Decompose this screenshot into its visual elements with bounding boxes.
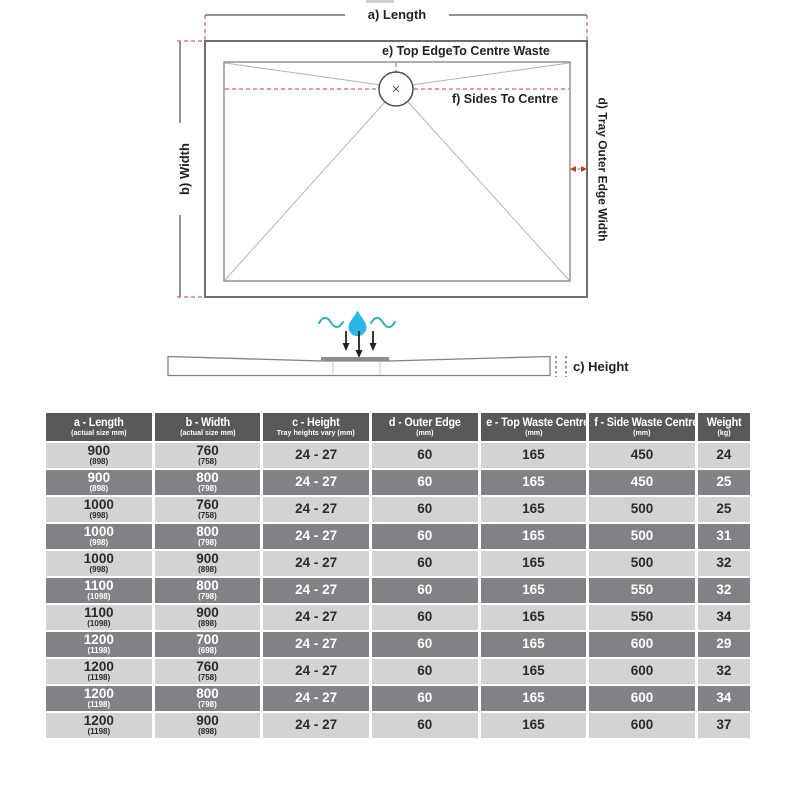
table-cell: 60 [372, 524, 478, 549]
outer-edge-width-label: d) Tray Outer Edge Width [595, 97, 610, 242]
waste-cover-bar [321, 357, 389, 362]
column-header: b - Width (actual size mm) [155, 413, 261, 441]
height-bracket [556, 356, 566, 377]
height-label: c) Height [573, 359, 629, 374]
table-cell: 1000 (998) [46, 551, 152, 576]
table-row [46, 605, 750, 630]
table-cell: 32 [698, 578, 750, 603]
table-cell: 37 [698, 713, 750, 738]
table-cell: 165 [481, 551, 587, 576]
table-cell: 1000 (998) [46, 497, 152, 522]
table-row [46, 686, 750, 711]
column-header: a - Length (actual size mm) [46, 413, 152, 441]
column-header: f - Side Waste Centre (mm) [589, 413, 695, 441]
table-row [46, 551, 750, 576]
table-cell: 1100 (1098) [46, 578, 152, 603]
table-cell: 24 - 27 [263, 659, 369, 684]
table-cell: 1200 (1198) [46, 713, 152, 738]
table-cell: 165 [481, 497, 587, 522]
table-cell: 25 [698, 470, 750, 495]
table-cell: 500 [589, 524, 695, 549]
table-row [46, 524, 750, 549]
table-cell: 60 [372, 632, 478, 657]
table-cell: 60 [372, 686, 478, 711]
table-cell: 165 [481, 632, 587, 657]
table-cell: 800 (798) [155, 686, 261, 711]
table-cell: 24 - 27 [263, 632, 369, 657]
cropped-fragment [366, 0, 394, 3]
table-cell: 500 [589, 551, 695, 576]
table-cell: 165 [481, 713, 587, 738]
table-cell: 1200 (1198) [46, 686, 152, 711]
table-cell: 1200 (1198) [46, 659, 152, 684]
table-cell: 24 - 27 [263, 470, 369, 495]
table-cell: 31 [698, 524, 750, 549]
table-row [46, 497, 750, 522]
table-cell: 24 - 27 [263, 497, 369, 522]
table-cell: 600 [589, 686, 695, 711]
table-cell: 165 [481, 605, 587, 630]
table-cell: 165 [481, 686, 587, 711]
table-cell: 60 [372, 659, 478, 684]
table-cell: 60 [372, 713, 478, 738]
table-cell: 24 - 27 [263, 605, 369, 630]
table-cell: 60 [372, 551, 478, 576]
width-label: b) Width [177, 123, 193, 215]
table-cell: 900 (898) [155, 713, 261, 738]
table-cell: 800 (798) [155, 524, 261, 549]
table-cell: 800 (798) [155, 470, 261, 495]
table-cell: 600 [589, 632, 695, 657]
water-drop-icon [349, 311, 367, 337]
table-cell: 60 [372, 443, 478, 468]
table-cell: 450 [589, 443, 695, 468]
table-cell: 900 (898) [46, 470, 152, 495]
table-row [46, 470, 750, 495]
table-cell: 32 [698, 659, 750, 684]
flow-arrows-icon [343, 331, 377, 358]
table-cell: 29 [698, 632, 750, 657]
table-cell: 25 [698, 497, 750, 522]
table-cell: 550 [589, 605, 695, 630]
top-waste-label: e) Top EdgeTo Centre Waste [382, 44, 550, 58]
table-cell: 165 [481, 524, 587, 549]
table-row [46, 578, 750, 603]
table-cell: 165 [481, 578, 587, 603]
table-cell: 24 - 27 [263, 686, 369, 711]
table-cell: 450 [589, 470, 695, 495]
column-header: Weight (kg) [698, 413, 750, 441]
table-row [46, 632, 750, 657]
table-cell: 24 - 27 [263, 524, 369, 549]
table-cell: 60 [372, 497, 478, 522]
table-cell: 165 [481, 659, 587, 684]
table-cell: 60 [372, 605, 478, 630]
table-cell: 1200 (1198) [46, 632, 152, 657]
column-header: c - Height Tray heights vary (mm) [263, 413, 369, 441]
table-cell: 550 [589, 578, 695, 603]
table-row [46, 443, 750, 468]
table-cell: 800 (798) [155, 578, 261, 603]
table-cell: 24 - 27 [263, 713, 369, 738]
table-cell: 760 (758) [155, 659, 261, 684]
table-cell: 24 - 27 [263, 578, 369, 603]
sides-to-centre-label: f) Sides To Centre [452, 92, 559, 106]
table-cell: 900 (898) [46, 443, 152, 468]
table-cell: 600 [589, 713, 695, 738]
table-cell: 60 [372, 578, 478, 603]
table-cell: 1000 (998) [46, 524, 152, 549]
table-cell: 600 [589, 659, 695, 684]
table-cell: 760 (758) [155, 443, 261, 468]
column-header: d - Outer Edge (mm) [372, 413, 478, 441]
table-cell: 165 [481, 443, 587, 468]
table-row [46, 713, 750, 738]
table-cell: 32 [698, 551, 750, 576]
spec-table [43, 411, 753, 740]
header-row [46, 413, 750, 441]
length-label: a) Length [345, 8, 449, 21]
table-cell: 900 (898) [155, 605, 261, 630]
table-cell: 24 - 27 [263, 443, 369, 468]
table-cell: 34 [698, 686, 750, 711]
table-cell: 1100 (1098) [46, 605, 152, 630]
table-cell: 34 [698, 605, 750, 630]
column-header: e - Top Waste Centre (mm) [481, 413, 587, 441]
table-cell: 900 (898) [155, 551, 261, 576]
table-cell: 760 (758) [155, 497, 261, 522]
table-cell: 500 [589, 497, 695, 522]
table-cell: 165 [481, 470, 587, 495]
table-cell: 24 - 27 [263, 551, 369, 576]
table-cell: 60 [372, 470, 478, 495]
table-cell: 24 [698, 443, 750, 468]
table-row [46, 659, 750, 684]
table-cell: 700 (698) [155, 632, 261, 657]
